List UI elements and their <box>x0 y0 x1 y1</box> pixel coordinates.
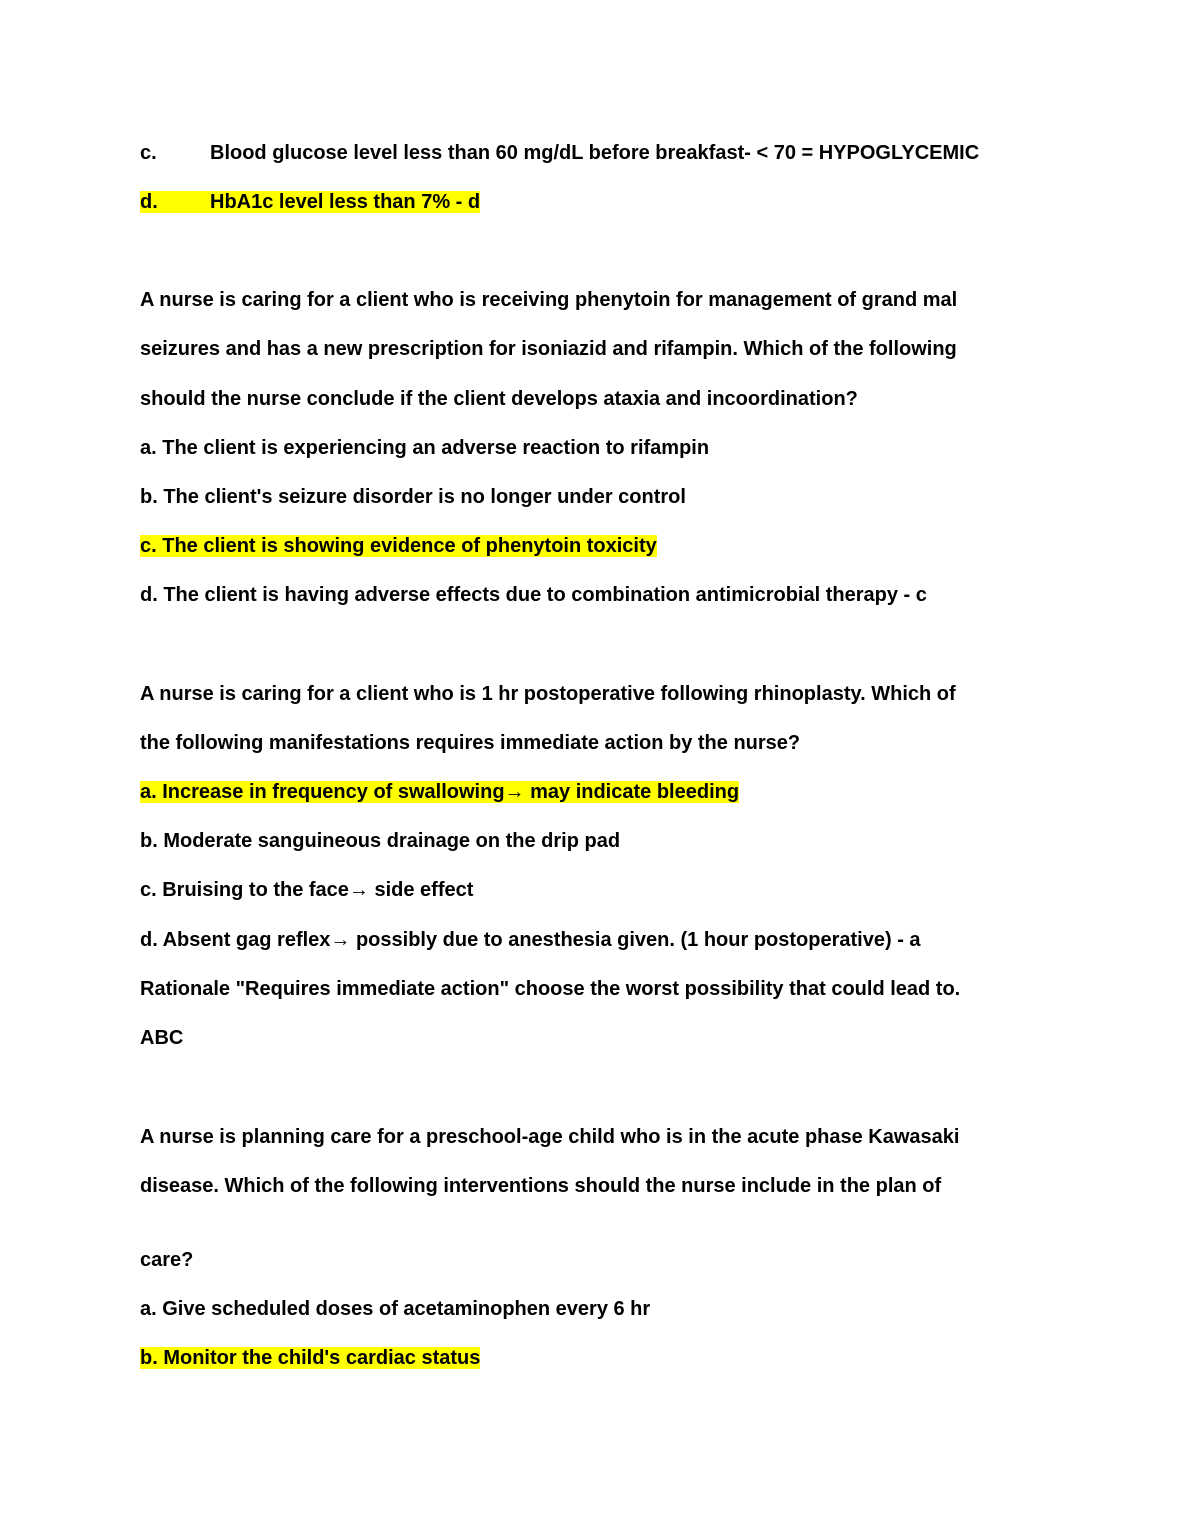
q2-stem-line-2: the following manifestations requires immediate action by the nurse? <box>140 732 801 754</box>
q2-option-c: c. Bruising to the face→ side effect <box>140 879 474 901</box>
option-letter: d. <box>140 191 158 213</box>
q2-option-b: b. Moderate sanguineous drainage on the drip pad <box>140 830 621 852</box>
q2-option-a <box>140 780 739 804</box>
option-letter: c. <box>140 142 157 164</box>
q1-stem-line-1: A nurse is caring for a client who is receiving phenytoin for management of grand mal <box>140 289 958 311</box>
q3-stem-line-3: care? <box>140 1249 194 1271</box>
q1-option-b: b. The client's seizure disorder is no longer under control <box>140 486 686 508</box>
q3-stem-line-1: A nurse is planning care for a preschool-age child who is in the acute phase Kawasaki <box>140 1126 960 1148</box>
q3-option-a: a. Give scheduled doses of acetaminophen every 6 hr <box>140 1298 651 1320</box>
q2-option-d: d. Absent gag reflex→ possibly due to anesthesia given. (1 hour postoperative) - a <box>140 929 921 951</box>
q3-option-b <box>140 1346 480 1370</box>
q2-stem-line-1: A nurse is caring for a client who is 1 hr postoperative following rhinoplasty. Which of <box>140 683 956 705</box>
option-text: Blood glucose level less than 60 mg/dL before breakfast- < 70 = HYPOGLYCEMIC <box>210 142 980 164</box>
highlighted-answer: c. The client is showing evidence of phenytoin toxicity <box>140 535 657 557</box>
q2-rationale-line-1: Rationale "Requires immediate action" choose the worst possibility that could lead to. <box>140 978 961 1000</box>
option-c-glucose <box>140 141 979 165</box>
q1-stem-line-2: seizures and has a new prescription for isoniazid and rifampin. Which of the following <box>140 338 957 360</box>
highlighted-answer: a. Increase in frequency of swallowing→ may indicate bleeding <box>140 781 740 803</box>
q2-rationale-line-2: ABC <box>140 1027 184 1049</box>
q1-stem-line-3: should the nurse conclude if the client develops ataxia and incoordination? <box>140 388 858 410</box>
q3-stem-line-2: disease. Which of the following interventions should the nurse include in the plan of <box>140 1175 942 1197</box>
q1-option-c <box>140 534 657 558</box>
highlighted-answer <box>140 191 480 213</box>
highlighted-answer: b. Monitor the child's cardiac status <box>140 1347 481 1369</box>
q1-option-a: a. The client is experiencing an adverse reaction to rifampin <box>140 437 710 459</box>
q1-option-d: d. The client is having adverse effects due to combination antimicrobial therapy - c <box>140 584 927 606</box>
option-d-hba1c <box>140 190 480 214</box>
option-text: HbA1c level less than 7% - d <box>210 191 481 213</box>
